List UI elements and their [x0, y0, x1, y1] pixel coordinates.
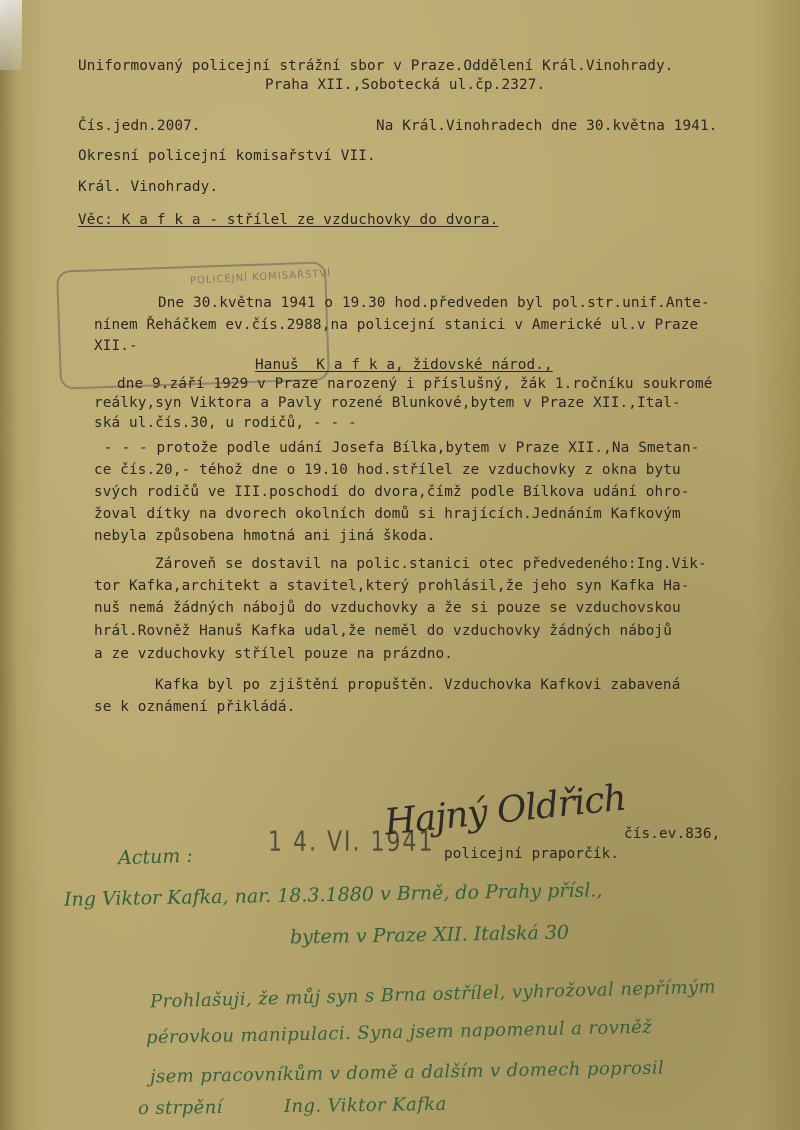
body-line: Kafka byl po zjištění propuštěn. Vzduchovka Kafkovi zabavená [155, 677, 681, 693]
body-line: Zároveň se dostavil na polic.stanici otec předvedeného:Ing.Vik- [155, 556, 707, 572]
body-line: hrál.Rovněž Hanuš Kafka udal,že neměl do vzduchovky žádných nábojů [94, 623, 672, 639]
body-line: - - - protože podle udání Josefa Bílka,bytem v Praze XII.,Na Smetan- [104, 440, 700, 456]
body-line: XII.- [94, 338, 138, 354]
handwritten-actum: Actum : [117, 844, 194, 870]
handwritten-statement-line: jsem pracovníkům v domě a dalším v domech poprosil [149, 1057, 665, 1088]
office-stamp-text: POLICEJNÍ KOMISAŘSTVÍ [189, 268, 332, 287]
addressee-line-1: Okresní policejní komisařství VII. [78, 148, 376, 164]
handwritten-identity-line-1: Ing Viktor Kafka, nar. 18.3.1880 v Brně, do Prahy přísl., [63, 879, 603, 911]
body-line: nuš nemá žádných nábojů do vzduchovky a že si pouze se vzduchovskou [94, 600, 681, 616]
signature-rank: policejní praporčík. [444, 846, 620, 862]
body-line: reálky,syn Viktora a Pavly rozené Blunkové,bytem v Praze XII.,Ital- [94, 395, 681, 411]
body-line: nebyla způsobena hmotná ani jiná škoda. [94, 528, 436, 544]
place-and-date: Na Král.Vinohradech dne 30.května 1941. [376, 118, 718, 134]
body-line: ská ul.čís.30, u rodičů, - - - [94, 415, 357, 431]
paper-corner-tear [0, 0, 22, 70]
body-line: nínem Řeháčkem ev.čís.2988,na policejní stanici v Americké ul.v Praze [94, 317, 699, 333]
handwritten-identity-line-2: bytem v Praze XII. Italská 30 [289, 921, 570, 949]
body-line: dne 9.září 1929 v Praze narozený i příslušný, žák 1.ročníku soukromé [117, 376, 713, 392]
date-stamp: 1 4. VI. 1941 [268, 826, 435, 859]
header-line-1: Uniformovaný policejní strážní sbor v Praze.Oddělení Král.Vinohrady. [78, 58, 674, 74]
handwritten-statement-line: o strpění Ing. Viktor Kafka [137, 1093, 447, 1120]
body-line: ce čís.20,- téhož dne o 19.10 hod.střílel ze vzduchovky z okna bytu [94, 462, 681, 478]
handwritten-statement-line: pérovkou manipulaci. Syna jsem napomenul a rovněž [145, 1016, 653, 1049]
header-line-2: Praha XII.,Sobotecká ul.čp.2327. [265, 77, 546, 93]
body-line: tor Kafka,architekt a stavitel,který prohlásil,že jeho syn Kafka Ha- [94, 578, 690, 594]
body-line: se k oznámení přikládá. [94, 699, 296, 715]
handwritten-signature: Hajný Oldřich [382, 777, 628, 844]
handwritten-statement-line: Prohlašuji, že můj syn s Brna ostřílel, vyhrožoval nepřímým [149, 976, 717, 1013]
signature-ev-number: čís.ev.836, [624, 826, 721, 842]
body-line: žoval dítky na dvorech okolních domů si hrajících.Jednáním Kafkovým [94, 506, 681, 522]
body-line-person: Hanuš K a f k a, židovské národ., [255, 357, 553, 373]
paper-edge-shadow [0, 0, 18, 1130]
body-line: Dne 30.května 1941 o 19.30 hod.předveden byl pol.str.unif.Ante- [158, 295, 710, 311]
subject-line: Věc: K a f k a - střílel ze vzduchovky do dvora. [78, 212, 499, 228]
body-line: svých rodičů ve III.poschodí do dvora,čímž podle Bílkova udání ohro- [94, 484, 690, 500]
body-line: a ze vzduchovky střílel pouze na prázdno. [94, 646, 454, 662]
reference-number: Čís.jedn.2007. [78, 118, 201, 134]
addressee-line-2: Král. Vinohrady. [78, 179, 219, 195]
